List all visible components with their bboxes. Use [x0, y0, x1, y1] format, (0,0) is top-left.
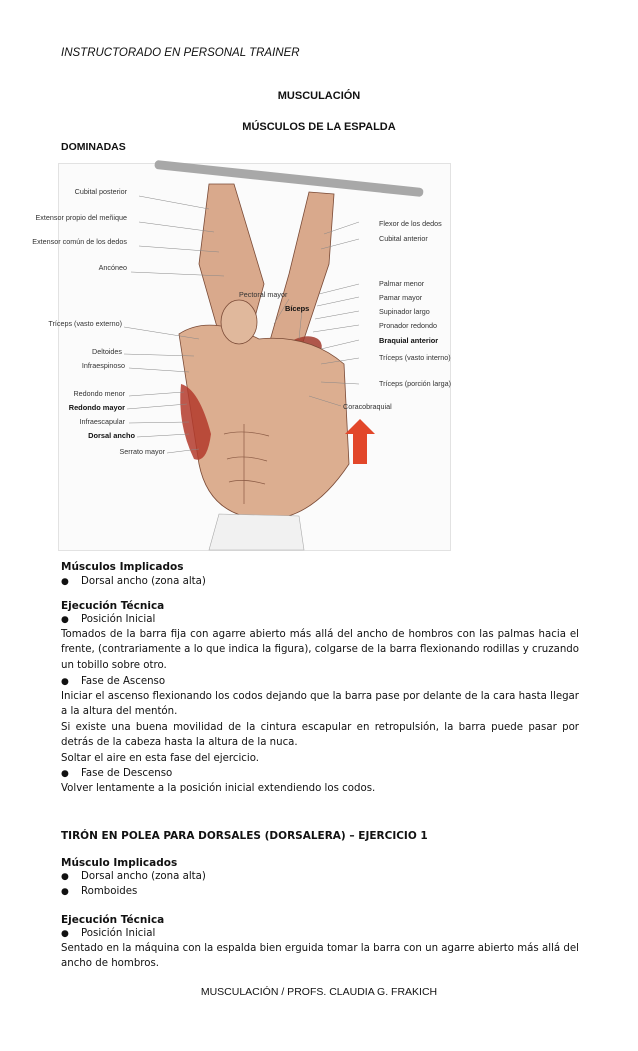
muscles-heading-1: Músculos Implicados — [61, 561, 184, 573]
label-extensor-comun: Extensor común de los dedos — [32, 237, 127, 246]
label-dorsal-ancho: Dorsal ancho — [88, 431, 135, 440]
label-infraescapular: Infraescapular — [79, 417, 125, 426]
phase-descent: ● Fase de Descenso — [61, 766, 579, 782]
label-pronador-redondo: Pronador redondo — [379, 321, 437, 330]
bullet-icon: ● — [61, 769, 69, 779]
label-biceps: Bíceps — [285, 304, 310, 313]
muscle-item: ● Dorsal ancho (zona alta) — [61, 869, 579, 885]
label-deltoides: Deltoides — [92, 347, 122, 356]
bullet-icon: ● — [61, 887, 69, 897]
label-coracobraquial: Coracobraquial — [343, 402, 392, 411]
up-arrow-icon — [345, 419, 375, 464]
label-infraespinoso: Infraespinoso — [81, 361, 125, 370]
label-pectoral-mayor: Pectoral mayor — [239, 290, 288, 299]
phase-ascent-text-2: Si existe una buena movilidad de la cintura escapular en retropulsión, la barra puede pasar por detrás de la cabeza hasta la altura de la nuca. — [61, 722, 579, 749]
page-header: INSTRUCTORADO EN PERSONAL TRAINER — [61, 47, 300, 59]
label-triceps-larga: Tríceps (porción larga) — [379, 379, 452, 388]
label-redondo-menor: Redondo menor — [73, 389, 125, 398]
label-serrato-mayor: Serrato mayor — [119, 447, 165, 456]
technique-heading-1: Ejecución Técnica — [61, 600, 165, 612]
muscle-item: ● Dorsal ancho (zona alta) — [61, 574, 579, 590]
bullet-icon: ● — [61, 577, 69, 587]
bullet-icon: ● — [61, 872, 69, 882]
label-triceps-externo: Tríceps (vasto externo) — [48, 319, 122, 328]
phase-ascent-text-1: Iniciar el ascenso flexionando los codos dejando que la barra pase por delante de la cara hasta llegar a la altura del mentón. — [61, 691, 579, 718]
label-flexor-dedos: Flexor de los dedos — [379, 219, 442, 228]
subtitle: MÚSCULOS DE LA ESPALDA — [242, 121, 396, 133]
phase-initial-2: ● Posición Inicial — [61, 926, 579, 942]
page-footer: MUSCULACIÓN / PROFS. CLAUDIA G. FRAKICH — [200, 986, 438, 998]
label-redondo-mayor: Redondo mayor — [68, 403, 125, 412]
label-palmar-menor: Palmar menor — [379, 279, 425, 288]
anatomy-illustration — [32, 164, 452, 550]
right-arm — [269, 192, 334, 354]
muscles-heading-2: Músculo Implicados — [61, 857, 178, 869]
muscle-item: ● Romboides — [61, 884, 579, 900]
label-cubital-posterior: Cubital posterior — [74, 187, 127, 196]
shorts — [209, 514, 304, 550]
label-pamar-mayor: Pamar mayor — [379, 293, 423, 302]
main-title: MUSCULACIÓN — [277, 90, 361, 102]
phase-ascent-text-3: Soltar el aire en esta fase del ejercicio. — [61, 753, 260, 764]
phase-initial-text-2: Sentado en la máquina con la espalda bien erguida tomar la barra con un agarre abierto más allá del ancho de hombros. — [61, 943, 579, 970]
section-title-dominadas: DOMINADAS — [61, 141, 126, 153]
phase-initial-text-1: Tomados de la barra fija con agarre abierto más allá del ancho de hombros con las palmas hacia el frente, (contrariamente a lo que indica la figura), colgarse de la barra flexionando rodillas y cruzando un tobillo sobre otro. — [61, 629, 579, 671]
phase-initial-1: ● Posición Inicial — [61, 612, 579, 628]
bullet-icon: ● — [61, 615, 69, 625]
technique-heading-2: Ejecución Técnica — [61, 914, 165, 926]
pullup-bar — [154, 160, 423, 197]
label-supinador-largo: Supinador largo — [379, 307, 430, 316]
label-extensor-menique: Extensor propio del meñique — [35, 213, 127, 222]
phase-descent-text: Volver lentamente a la posición inicial extendiendo los codos. — [61, 783, 376, 794]
label-triceps-interno: Tríceps (vasto interno) — [379, 353, 451, 362]
pullup-anatomy-figure — [32, 163, 452, 551]
section-title-polea: TIRÓN EN POLEA PARA DORSALES (DORSALERA) – EJERCICIO 1 — [61, 830, 428, 842]
phase-ascent: ● Fase de Ascenso — [61, 674, 579, 690]
label-braquial-anterior: Braquial anterior — [379, 336, 439, 345]
label-cubital-anterior: Cubital anterior — [379, 234, 428, 243]
bullet-icon: ● — [61, 929, 69, 939]
bullet-icon: ● — [61, 677, 69, 687]
label-anconeo: Ancóneo — [98, 263, 127, 272]
head — [221, 300, 257, 344]
